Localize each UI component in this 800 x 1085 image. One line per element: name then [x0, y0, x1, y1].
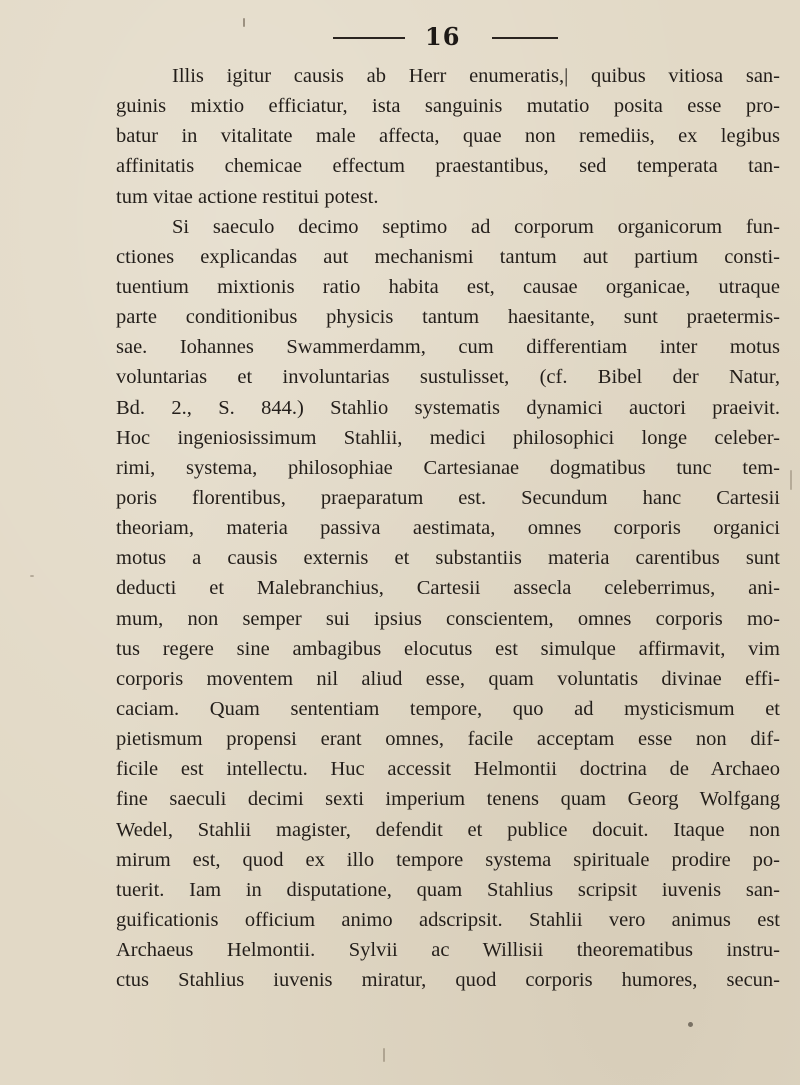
header-rule-right	[492, 37, 558, 39]
text-line: fine saeculi decimi sexti imperium tenens quam Georg Wolfgang	[116, 788, 780, 811]
text-line: batur in vitalitate male affecta, quae non remediis, ex legibus	[116, 125, 780, 148]
text-line: Archaeus Helmontii. Sylvii ac Willisii theorematibus instru-	[116, 939, 780, 962]
text-line: voluntarias et involuntarias sustulisset, (cf. Bibel der Natur,	[116, 366, 780, 389]
paper-speck	[243, 18, 245, 27]
page-header	[0, 22, 800, 50]
text-line: motus a causis externis et substantiis materia carentibus sunt	[116, 547, 780, 570]
text-line: affinitatis chemicae effectum praestantibus, sed temperata tan-	[116, 155, 780, 178]
paper-speck	[383, 1048, 385, 1062]
text-line: Bd. 2., S. 844.) Stahlio systematis dynamici auctori praeivit.	[116, 396, 780, 419]
text-line: mirum est, quod ex illo tempore systema spirituale prodire po-	[116, 848, 780, 871]
text-line: parte conditionibus physicis tantum haesitante, sunt praetermis-	[116, 306, 780, 329]
paper-speck	[688, 1022, 693, 1027]
text-line: ctus Stahlius iuvenis miratur, quod corporis humores, secun-	[116, 969, 780, 992]
text-line: Hoc ingeniosissimum Stahlii, medici philosophici longe celeber-	[116, 426, 780, 449]
header-rule-left	[333, 37, 405, 39]
page-number: 16	[425, 22, 461, 51]
text-line: deducti et Malebranchius, Cartesii assecla celeberrimus, ani-	[116, 577, 780, 600]
text-line: ficile est intellectu. Huc accessit Helmontii doctrina de Archaeo	[116, 758, 780, 781]
text-line: tum vitae actione restitui potest.	[116, 185, 379, 208]
paper-speck	[790, 470, 792, 490]
text-line: tuerit. Iam in disputatione, quam Stahlius scripsit iuvenis san-	[116, 878, 780, 901]
text-line: tus regere sine ambagibus elocutus est simulque affirmavit, vim	[116, 637, 780, 660]
text-line: ctiones explicandas aut mechanismi tantum aut partium consti-	[116, 245, 780, 268]
text-line: corporis moventem nil aliud esse, quam voluntatis divinae effi-	[116, 667, 780, 690]
text-line: sae. Iohannes Swammerdamm, cum differentiam inter motus	[116, 336, 780, 359]
text-line: tuentium mixtionis ratio habita est, causae organicae, utraque	[116, 275, 780, 298]
text-line: guinis mixtio efficiatur, ista sanguinis mutatio posita esse pro-	[116, 95, 780, 118]
text-line: Wedel, Stahlii magister, defendit et publice docuit. Itaque non	[116, 818, 780, 841]
text-line: theoriam, materia passiva aestimata, omnes corporis organici	[116, 517, 780, 540]
text-line: caciam. Quam sententiam tempore, quo ad mysticismum et	[116, 697, 780, 720]
text-line: Illis igitur causis ab Herr enumeratis,| quibus vitiosa san-	[172, 65, 780, 87]
text-line: rimi, systema, philosophiae Cartesianae dogmatibus tunc tem-	[116, 456, 780, 479]
text-line: guificationis officium animo adscripsit. Stahlii vero animus est	[116, 908, 780, 931]
body-text	[116, 61, 780, 995]
paper-speck	[30, 575, 34, 577]
text-line: pietismum propensi erant omnes, facile acceptam esse non dif-	[116, 728, 780, 751]
text-line: Si saeculo decimo septimo ad corporum organicorum fun-	[172, 215, 780, 238]
text-line: poris florentibus, praeparatum est. Secundum hanc Cartesii	[116, 486, 780, 509]
text-line: mum, non semper sui ipsius conscientem, omnes corporis mo-	[116, 607, 780, 630]
